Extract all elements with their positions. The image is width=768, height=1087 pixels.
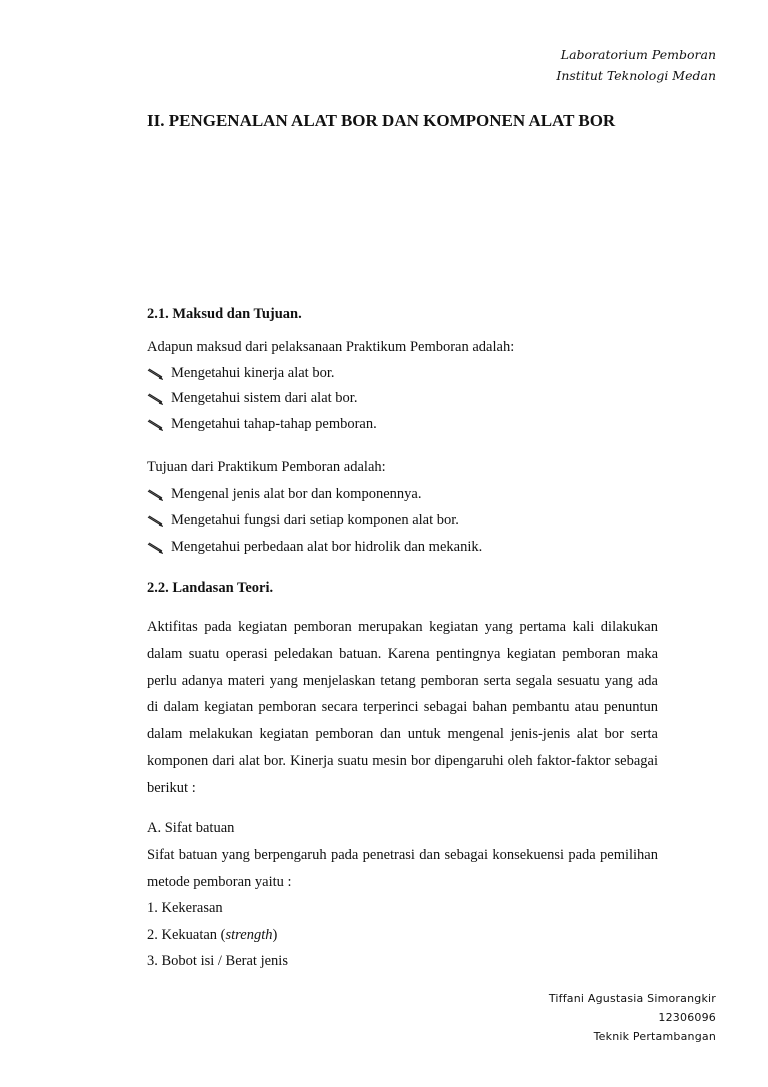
chapter-title: II. PENGENALAN ALAT BOR DAN KOMPONEN ALAT BOR xyxy=(147,111,616,130)
footer-student-id: 12306096 xyxy=(658,1011,716,1024)
list-item-text: Mengenal jenis alat bor dan komponennya. xyxy=(171,486,422,502)
header-institute: Institut Teknologi Medan xyxy=(556,68,716,83)
list-item-text: Mengetahui sistem dari alat bor. xyxy=(171,390,358,406)
list-item-prefix: 2. Kekuatan ( xyxy=(147,926,226,943)
list-item xyxy=(147,390,357,407)
list-item-text: Mengetahui fungsi dari setiap komponen alat bor. xyxy=(171,512,459,528)
section-heading-maksud-tujuan: 2.1. Maksud dan Tujuan. xyxy=(147,306,302,322)
list-item xyxy=(147,539,482,556)
pen-bullet-icon xyxy=(147,368,163,380)
section-heading-landasan-teori: 2.2. Landasan Teori. xyxy=(147,580,274,596)
sub-heading-sifat-batuan: A. Sifat batuan xyxy=(147,820,235,836)
list-item-text: Mengetahui perbedaan alat bor hidrolik dan mekanik. xyxy=(171,539,483,555)
pen-bullet-icon xyxy=(147,515,163,527)
sifat-batuan-paragraph: Sifat batuan yang berpengaruh pada penetrasi dan sebagai konsekuensi pada pemilihan metode pemboran yaitu : xyxy=(147,847,658,890)
list-item-suffix: ) xyxy=(272,926,278,943)
list-item: 3. Bobot isi / Berat jenis xyxy=(147,953,288,969)
header-lab-name: Laboratorium Pemboran xyxy=(560,47,716,62)
list-item xyxy=(147,416,377,433)
pen-bullet-icon xyxy=(147,542,163,554)
list-item xyxy=(147,486,421,503)
page-header xyxy=(556,44,716,86)
list-item-text: Mengetahui tahap-tahap pemboran. xyxy=(171,416,377,432)
list-item-italic: strength xyxy=(225,926,273,943)
list-item xyxy=(147,512,459,529)
sifat-batuan-list xyxy=(147,895,288,975)
landasan-paragraph: Aktifitas pada kegiatan pemboran merupakan kegiatan yang pertama kali dilakukan dalam suatu operasi peledakan batuan. Karena pentingnya kegiatan pemboran maka perlu adanya materi yang menjelaskan tetang pemboran serta segala sesuatu yang ada di dalam kegiatan pemboran secara terperinci sebagai bahan pembantu atau penuntun dalam melakukan kegiatan pemboran dan untuk mengenal jenis-jenis alat bor serta komponen dari alat bor. Kinerja suatu mesin bor dipengaruhi oleh faktor-faktor sebagai berikut : xyxy=(147,619,658,796)
footer-department: Teknik Pertambangan xyxy=(593,1030,716,1043)
tujuan-intro: Tujuan dari Praktikum Pemboran adalah: xyxy=(147,459,386,475)
maksud-intro: Adapun maksud dari pelaksanaan Praktikum Pemboran adalah: xyxy=(147,339,515,355)
footer-author-name: Tiffani Agustasia Simorangkir xyxy=(548,992,716,1005)
pen-bullet-icon xyxy=(147,393,163,405)
list-item xyxy=(147,365,334,382)
list-item xyxy=(147,922,288,949)
page-footer xyxy=(549,989,716,1046)
list-item: 1. Kekerasan xyxy=(147,900,223,916)
pen-bullet-icon xyxy=(147,489,163,501)
list-item-text: Mengetahui kinerja alat bor. xyxy=(171,365,335,381)
pen-bullet-icon xyxy=(147,419,163,431)
